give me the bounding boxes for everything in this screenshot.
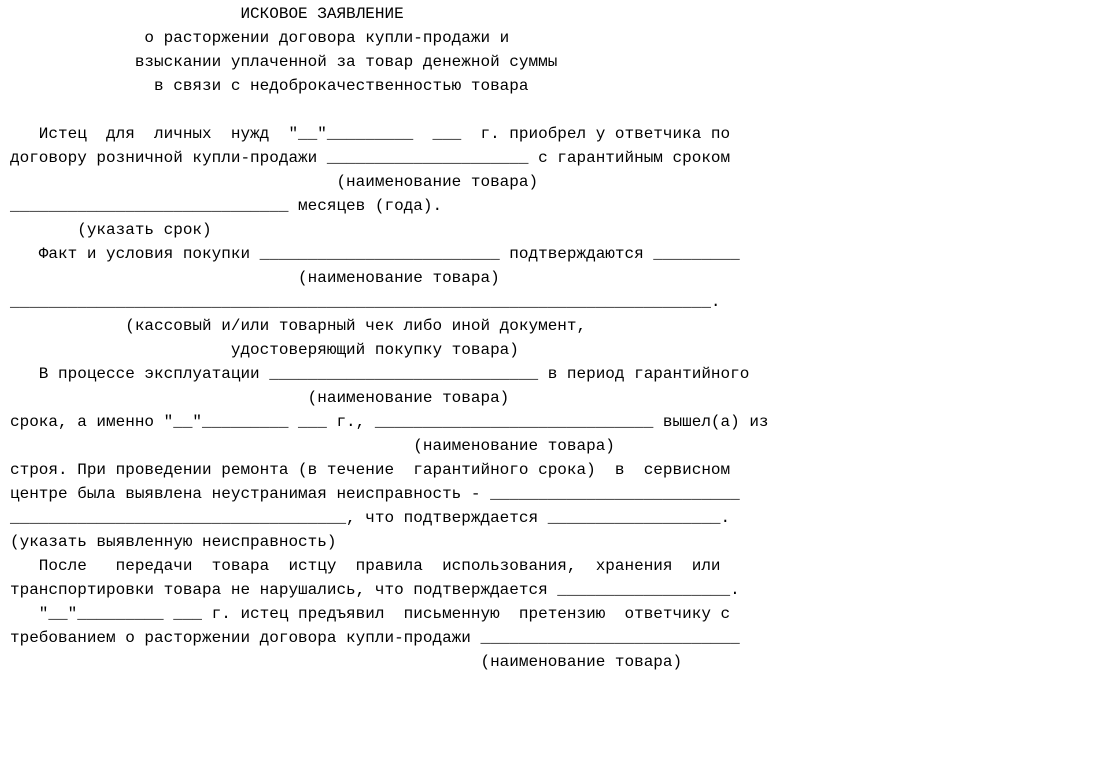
paragraph-line: центре была выявлена неустранимая неисправность - __________________________ (10, 485, 740, 503)
paragraph-line: строя. При проведении ремонта (в течение гарантийного срока) в сервисном (10, 461, 731, 479)
field-caption: (наименование товара) (10, 653, 683, 671)
field-caption: (кассовый и/или товарный чек либо иной документ, (10, 317, 587, 335)
field-caption: (наименование товара) (10, 437, 615, 455)
field-caption: (наименование товара) (10, 389, 510, 407)
paragraph-line: требованием о расторжении договора купли-продажи ___________________________ (10, 629, 740, 647)
paragraph-line: договору розничной купли-продажи _____________________ с гарантийным сроком (10, 149, 731, 167)
paragraph-line: _________________________________________________________________________. (10, 293, 721, 311)
paragraph-line: Истец для личных нужд "__"_________ ___ г. приобрел у ответчика по (10, 125, 731, 143)
field-caption: (указать срок) (10, 221, 212, 239)
paragraph-line: Факт и условия покупки _________________________ подтверждаются _________ (10, 245, 740, 263)
paragraph-line: срока, а именно "__"_________ ___ г., _____________________________ вышел(а) из (10, 413, 769, 431)
paragraph-line: В процессе эксплуатации ____________________________ в период гарантийного (10, 365, 750, 383)
field-caption: (указать выявленную неисправность) (10, 533, 337, 551)
paragraph-line: После передачи товара истцу правила использования, хранения или (10, 557, 721, 575)
paragraph-line: ___________________________________, что подтверждается __________________. (10, 509, 731, 527)
paragraph-line: "__"_________ ___ г. истец предъявил письменную претензию ответчику с (10, 605, 731, 623)
document-title: ИСКОВОЕ ЗАЯВЛЕНИЕ (10, 5, 404, 23)
document-subtitle-2: взыскании уплаченной за товар денежной суммы (10, 53, 558, 71)
field-caption: (наименование товара) (10, 269, 500, 287)
field-caption: удостоверяющий покупку товара) (10, 341, 519, 359)
paragraph-line: _____________________________ месяцев (года). (10, 197, 443, 215)
field-caption: (наименование товара) (10, 173, 539, 191)
document-subtitle-3: в связи с недоброкачественностью товара (10, 77, 529, 95)
document-subtitle-1: о расторжении договора купли-продажи и (10, 29, 510, 47)
paragraph-line: транспортировки товара не нарушались, что подтверждается __________________. (10, 581, 740, 599)
